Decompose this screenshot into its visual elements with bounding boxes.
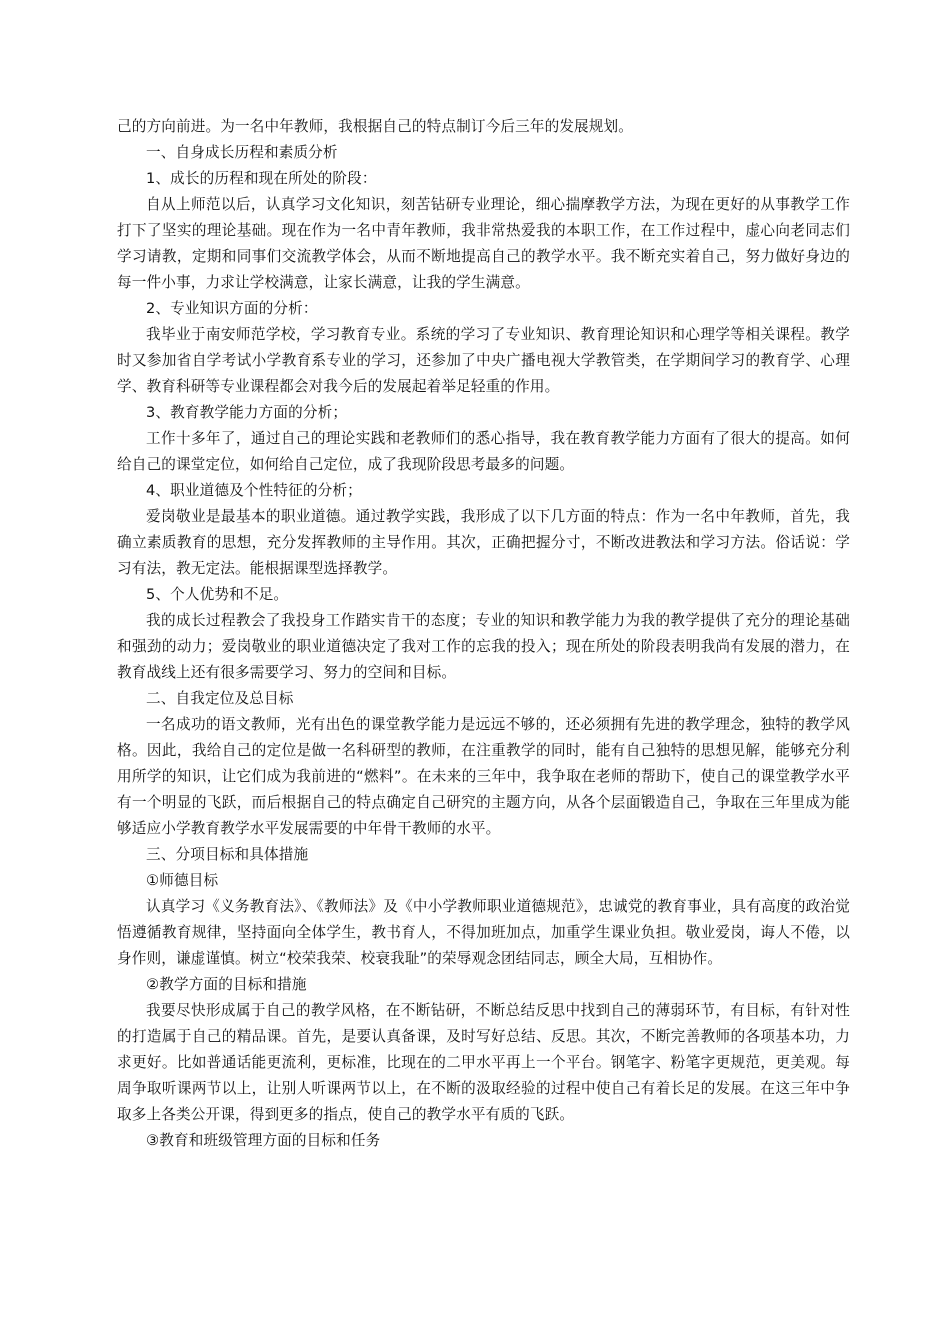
- subheading-professional-knowledge: 2、专业知识方面的分析：: [146, 300, 318, 317]
- paragraph-teaching-ability: 工作十多年了，通过自己的理论实践和老教师们的悉心指导，我在教育教学能力方面有了很大的提高。如何给自己的课堂定位，如何给自己定位，成了我现阶段思考最多的问题。: [117, 430, 850, 473]
- subheading-ethics: 4、职业道德及个性特征的分析；: [146, 482, 362, 499]
- section-heading-positioning: 二、自我定位及总目标: [146, 690, 294, 707]
- section-heading-measures: 三、分项目标和具体措施: [146, 846, 309, 863]
- paragraph-teaching-goal: 我要尽快形成属于自己的教学风格，在不断钻研，不断总结反思中找到自己的薄弱环节，有目标，有针对性的打造属于自己的精品课。首先，是要认真备课，及时写好总结、反思。其次，不断完善教师的各项基本功，力求更好。比如普通话能更流利，更标准，比现在的二甲水平再上一个平台。钢笔字、粉笔字更规范，更美观。每周争取听课两节以上，让别人听课两节以上，在不断的汲取经验的过程中使自己有着长足的发展。在这三年中争取多上各类公开课，得到更多的指点，使自己的教学水平有质的飞跃。: [117, 1002, 850, 1123]
- paragraph-strengths: 我的成长过程教会了我投身工作踏实肯干的态度；专业的知识和教学能力为我的教学提供了充分的理论基础和强劲的动力；爱岗敬业的职业道德决定了我对工作的忘我的投入；现在所处的阶段表明我尚有发展的潜力，在教育战线上还有很多需要学习、努力的空间和目标。: [117, 612, 850, 681]
- paragraph-ethics: 爱岗敬业是最基本的职业道德。通过教学实践，我形成了以下几方面的特点：作为一名中年教师，首先，我确立素质教育的思想，充分发挥教师的主导作用。其次，正确把握分寸，不断改进教法和学习方法。俗话说：学习有法，教无定法。能根据课型选择教学。: [117, 508, 850, 577]
- paragraph-ethics-goal: 认真学习《义务教育法》、《教师法》及《中小学教师职业道德规范》，忠诚党的教育事业，具有高度的政治觉悟遵循教育规律，坚持面向全体学生，教书育人，不得加班加点，加重学生课业负担。敬业爱岗，诲人不倦，以身作则，谦虚谨慎。树立“校荣我荣、校衰我耻”的荣辱观念团结同志，顾全大局，互相协作。: [117, 898, 850, 967]
- intro-line: 己的方向前进。为一名中年教师，我根据自己的特点制订今后三年的发展规划。: [117, 118, 634, 135]
- subheading-teaching-goal: ②教学方面的目标和措施: [146, 976, 307, 993]
- section-heading-growth: 一、自身成长历程和素质分析: [146, 144, 338, 161]
- subheading-growth-stage: 1、成长的历程和现在所处的阶段：: [146, 170, 377, 187]
- subheading-ethics-goal: ①师德目标: [146, 872, 219, 889]
- paragraph-growth-stage: 自从上师范以后，认真学习文化知识，刻苦钻研专业理论，细心揣摩教学方法，为现在更好的从事教学工作打下了坚实的理论基础。现在作为一名中青年教师，我非常热爱我的本职工作，在工作过程中，虚心向老同志们学习请教，定期和同事们交流教学体会，从而不断地提高自己的教学水平。我不断充实着自己，努力做好身边的每一件小事，力求让学校满意，让家长满意，让我的学生满意。: [117, 196, 850, 291]
- paragraph-positioning: 一名成功的语文教师，光有出色的课堂教学能力是远远不够的，还必须拥有先进的教学理念，独特的教学风格。因此，我给自己的定位是做一名科研型的教师，在注重教学的同时，能有自己独特的思想见解，能够充分利用所学的知识，让它们成为我前进的“燃料”。在未来的三年中，我争取在老师的帮助下，使自己的课堂教学水平有一个明显的飞跃，而后根据自己的特点确定自己研究的主题方向，从各个层面锻造自己，争取在三年里成为能够适应小学教育教学水平发展需要的中年骨干教师的水平。: [117, 716, 850, 837]
- subheading-teaching-ability: 3、教育教学能力方面的分析；: [146, 404, 348, 421]
- subheading-strengths: 5、个人优势和不足。: [146, 586, 289, 603]
- subheading-class-management: ③教育和班级管理方面的目标和任务: [146, 1132, 381, 1149]
- paragraph-professional-knowledge: 我毕业于南安师范学校，学习教育专业。系统的学习了专业知识、教育理论知识和心理学等相关课程。教学时又参加省自学考试小学教育系专业的学习，还参加了中央广播电视大学教管类，在学期间学习的教育学、心理学、教育科研等专业课程都会对我今后的发展起着举足轻重的作用。: [117, 326, 850, 395]
- document-page: [117, 114, 850, 1154]
